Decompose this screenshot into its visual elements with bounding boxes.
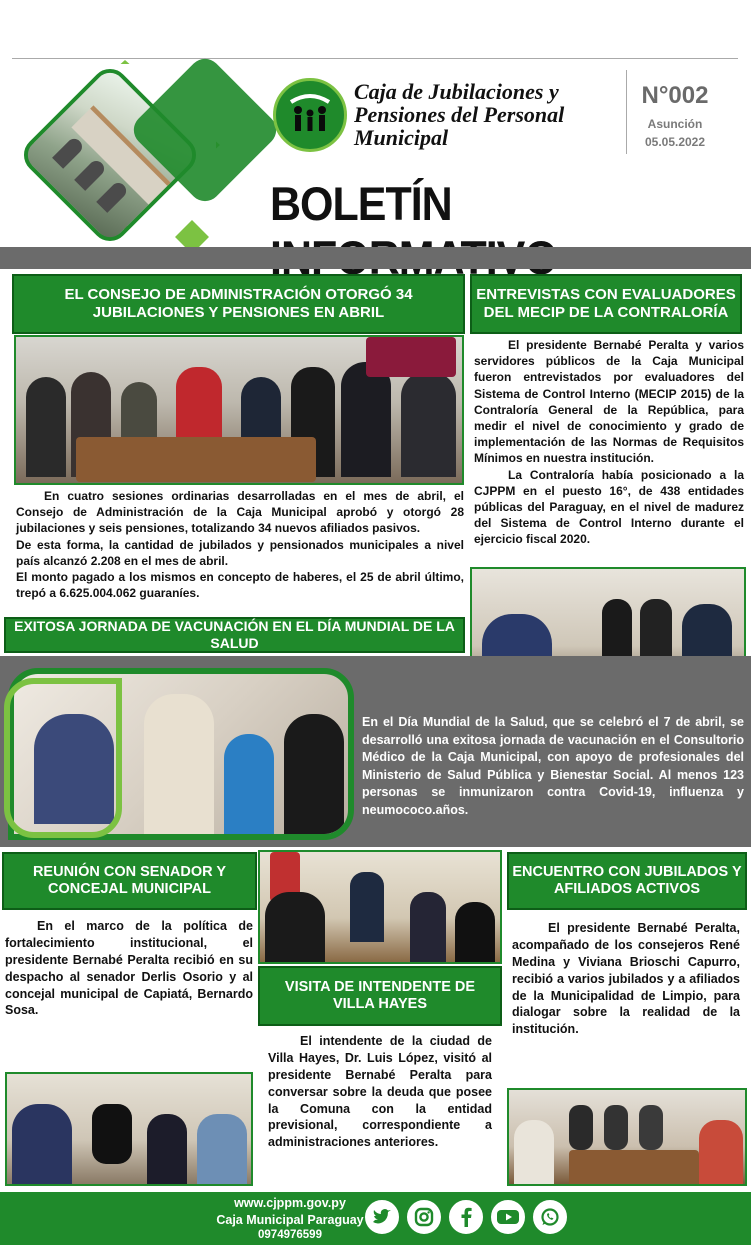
footer-phone: 0974976599 xyxy=(258,1229,322,1241)
article-vacunacion-title: EXITOSA JORNADA DE VACUNACIÓN EN EL DÍA MUNDIAL DE LA SALUD xyxy=(4,617,465,653)
org-name-line2: Pensiones del Personal xyxy=(354,102,565,128)
article-senador-title: REUNIÓN CON SENADOR Y CONCEJAL MUNICIPAL xyxy=(2,852,257,910)
top-rule xyxy=(12,58,738,59)
article-jubilados-title: ENCUENTRO CON JUBILADOS Y AFILIADOS ACTIVOS xyxy=(507,852,747,910)
issue-divider xyxy=(626,70,627,154)
article-consejo-body xyxy=(16,488,464,601)
org-name-line3: Municipal xyxy=(354,125,449,151)
issue-number: N°002 xyxy=(641,82,709,109)
twitter-icon[interactable] xyxy=(365,1200,399,1234)
article-villahayes-photo xyxy=(258,850,502,964)
article-vacunacion-body: En el Día Mundial de la Salud, que se celebró el 7 de abril, se desarrolló una exitosa jornada de vacunación en el Consultorio Médico de la Caja Municipal, con apoyo de profesionales del Ministerio de Salud Pública y Bienestar Social. Al menos 123 personas se inmunizaron contra Covid-19, influenza y neumococo.años. xyxy=(362,715,744,817)
bulletin-title: BOLETÍN xyxy=(270,178,452,231)
footer-org-name: Caja Municipal Paraguay xyxy=(216,1213,364,1227)
article-senador-body: En el marco de la política de fortalecimiento institucional, el presidente Bernabé Peralta recibió en su despacho al senador Derlis Osorio y al concejal municipal de Capiatá, Bernardo Sosa. xyxy=(5,919,253,1018)
article-mecip-title: ENTREVISTAS CON EVALUADORES DEL MECIP DE LA CONTRALORÍA xyxy=(470,274,742,334)
issue-date: 05.05.2022 xyxy=(644,135,706,149)
article-jubilados-body: El presidente Bernabé Peralta, acompañado de los consejeros René Medina y Viviana Brioschi Capurro, recibió a varios jubilados y a afiliados de la Municipalidad de Limpio, para dialogar sobre la realidad de la institución. xyxy=(512,921,740,1037)
footer-social-icons xyxy=(365,1200,567,1234)
article-consejo-p3: El monto pagado a los mismos en concepto de haberes, el 25 de abril último, trepó a 6.625.004.062 guaraníes. xyxy=(16,569,464,601)
article-senador-photo xyxy=(5,1072,253,1186)
article-mecip-p2: La Contraloría había posicionado a la CJPPM en el puesto 16°, de 438 entidades públicas del Paraguay, en el nivel de madurez del Sistema de Control Interno durante el ejercicio fiscal 2020. xyxy=(474,467,744,547)
org-name-line1: Caja de Jubilaciones y xyxy=(354,79,559,104)
org-logo xyxy=(273,78,347,152)
vacunacion-photo-frame-accent xyxy=(4,678,122,838)
facebook-icon[interactable] xyxy=(449,1200,483,1234)
issue-city: Asunción xyxy=(647,117,703,131)
family-icon xyxy=(283,88,337,142)
article-mecip-p1: El presidente Bernabé Peralta y varios servidores públicos de la Caja Municipal fueron entrevistados por evaluadores del Sistema de Control Interno (MECIP 2015) de la Contraloría General de la República, para medir el nivel de conocimiento y grado de implementación de las Normas de Requisitos Mínimos en nuestra institución. xyxy=(474,338,744,466)
youtube-icon[interactable] xyxy=(491,1200,525,1234)
footer-website[interactable]: www.cjppm.gov.py xyxy=(234,1196,346,1210)
article-consejo-p2: De esta forma, la cantidad de jubilados y pensionados municipales a nivel país alcanzó 2.208 en el mes de abril. xyxy=(16,537,464,568)
article-villahayes-title: VISITA DE INTENDENTE DE VILLA HAYES xyxy=(258,966,502,1026)
org-name xyxy=(354,80,619,149)
article-consejo-photo xyxy=(14,335,464,485)
article-consejo-p1: En cuatro sesiones ordinarias desarrolladas en el mes de abril, el Consejo de Administración de la Caja Municipal aprobó y otorgó 28 jubilaciones y seis pensiones, totalizando 34 nuevos afiliados pasivos. xyxy=(16,489,464,536)
article-villahayes-body: El intendente de la ciudad de Villa Hayes, Dr. Luis López, visitó al presidente Bernabé Peralta para conversar sobre la deuda que posee la Comuna con la entidad previsional, correspondiente a administraciones anteriores. xyxy=(268,1034,492,1150)
whatsapp-icon[interactable] xyxy=(533,1200,567,1234)
instagram-icon[interactable] xyxy=(407,1200,441,1234)
article-consejo-title: EL CONSEJO DE ADMINISTRACIÓN OTORGÓ 34 JUBILACIONES Y PENSIONES EN ABRIL xyxy=(12,274,465,334)
header-gray-band xyxy=(0,247,751,269)
article-jubilados-photo xyxy=(507,1088,747,1186)
article-mecip-body xyxy=(474,337,744,547)
